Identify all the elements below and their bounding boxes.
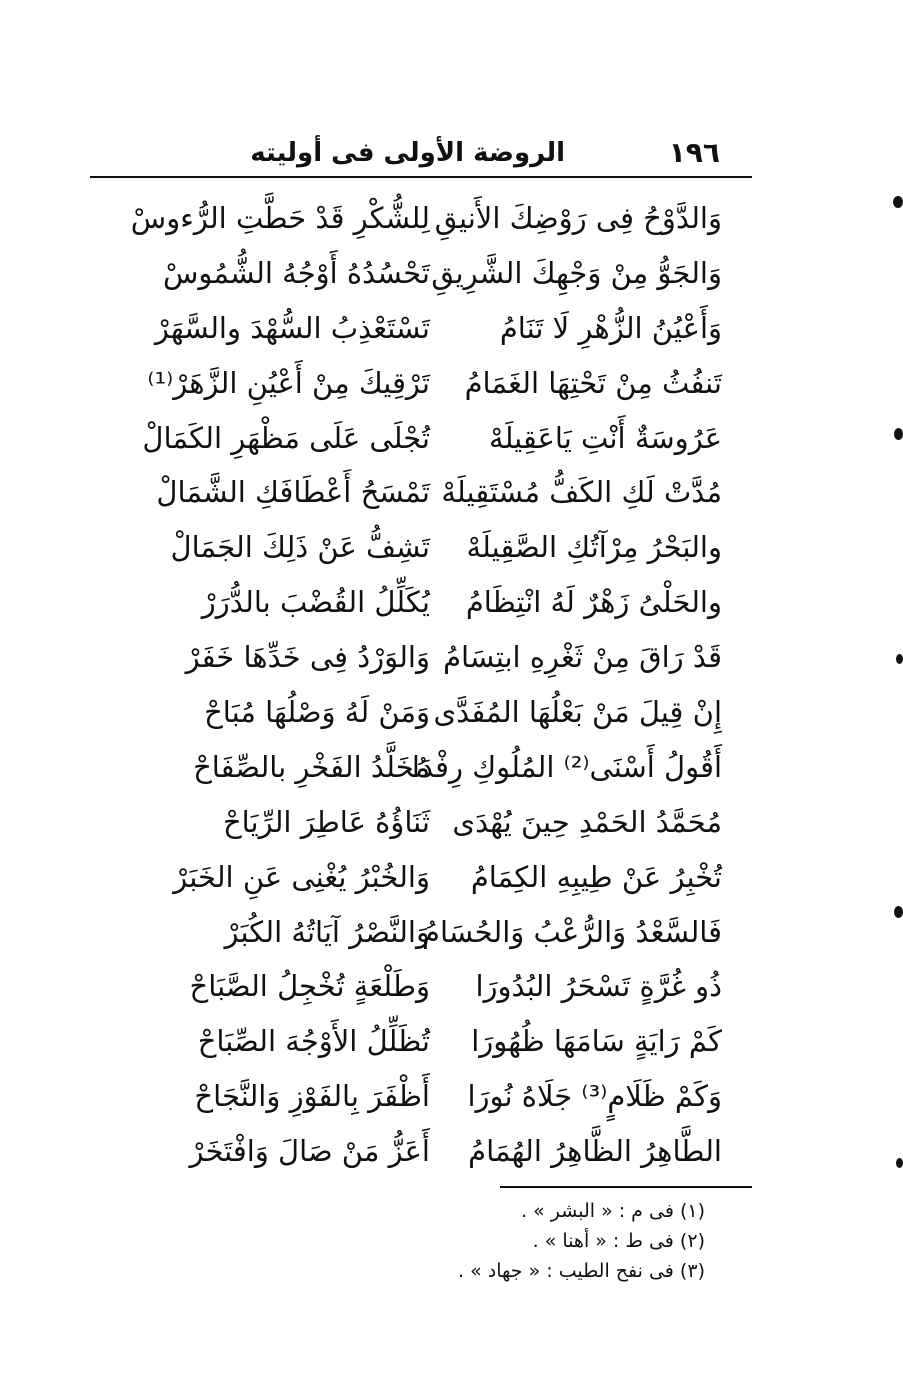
footnotes <box>400 1196 705 1286</box>
margin-mark <box>896 1158 903 1168</box>
verse-row <box>130 686 730 741</box>
verse-row <box>130 192 730 247</box>
verse-first-hemistich: كَمْ رَايَةٍ سَامَهَا ظُهُورَا <box>471 1024 722 1059</box>
verse-first-hemistich: تَنفُثُ مِنْ تَحْتِهَا الغَمَامُ <box>464 365 722 400</box>
footnote: (٣) فى نفح الطيب : « جهاد » . <box>458 1260 705 1282</box>
verse-row <box>130 412 730 467</box>
verse-first-hemistich: فَالسَّعْدُ وَالرُّعْبُ وَالحُسَامُ <box>421 914 722 949</box>
verse-second-hemistich: تَمْسَحُ أَعْطَافَكِ الشَّمَالْ <box>156 475 430 510</box>
verse-second-hemistich: وَطَلْعَةٍ تُخْجِلُ الصَّبَاحْ <box>189 969 430 1004</box>
margin-mark <box>896 654 903 664</box>
verse-second-hemistich: تُجْلَى عَلَى مَظْهَرِ الكَمَالْ <box>142 420 430 455</box>
verse-first-hemistich: أَقُولُ أَسْنَى⁽²⁾ المُلُوكِ رِفْدَا <box>411 749 722 784</box>
verse-first-hemistich: والبَحْرُ مِرْآتُكِ الصَّقِيلَهْ <box>466 530 722 565</box>
verse-row <box>130 1070 730 1125</box>
verse-second-hemistich: أَعَزُّ مَنْ صَالَ وَافْتَخَرْ <box>189 1134 430 1169</box>
verse-second-hemistich: تُظَلِّلُ الأَوْجُهَ الصِّبَاحْ <box>197 1024 430 1059</box>
verse-row <box>130 302 730 357</box>
verse-row <box>130 741 730 796</box>
verse-row <box>130 247 730 302</box>
verse-second-hemistich: تَسْتَعْذِبُ السُّهْدَ والسَّهَرْ <box>154 310 430 345</box>
verse-row <box>130 466 730 521</box>
verse-row <box>130 851 730 906</box>
verse-second-hemistich: تَشِفُّ عَنْ ذَلِكَ الجَمَالْ <box>170 530 430 565</box>
footnote: (٢) فى ط : « أهنا » . <box>532 1230 705 1252</box>
verse-second-hemistich: مُخَلَّدُ الفَخْرِ بالصِّفَاحْ <box>193 749 430 784</box>
page-number: ١٩٦ <box>668 136 720 169</box>
verse-first-hemistich: ذُو غُرَّةٍ تَسْحَرُ البُدُورَا <box>475 969 722 1004</box>
verse-second-hemistich: وَمَنْ لَهُ وَصْلُهَا مُبَاحْ <box>204 695 430 730</box>
verse-first-hemistich: مُدَّتْ لَكِ الكَفُّ مُسْتَقِيلَهْ <box>441 475 722 510</box>
verse-second-hemistich: أَظْفَرَ بِالفَوْزِ وَالنَّجَاحْ <box>194 1079 430 1114</box>
page-header <box>90 128 750 178</box>
verse-row <box>130 576 730 631</box>
verse-first-hemistich: وَكَمْ ظَلَامٍ⁽³⁾ جَلَاهُ نُورَا <box>467 1079 722 1114</box>
margin-mark <box>894 428 903 440</box>
margin-mark <box>894 906 903 918</box>
verse-row <box>130 1125 730 1180</box>
verse-first-hemistich: وَالجَوُّ مِنْ وَجْهِكَ الشَّرِيقِ <box>431 255 722 290</box>
verse-second-hemistich: يُكَلِّلُ القُضْبَ بالدُّرَرْ <box>201 585 430 620</box>
verse-first-hemistich: قَدْ رَاقَ مِنْ ثَغْرِهِ ابتِسَامُ <box>443 640 722 675</box>
verse-first-hemistich: تُخْبِرُ عَنْ طِيبِهِ الكِمَامُ <box>470 859 722 894</box>
verse-row <box>130 796 730 851</box>
verse-second-hemistich: تَحْسُدُهُ أَوْجُهُ الشُّمُوسْ <box>163 255 430 290</box>
footnote-rule <box>500 1186 752 1188</box>
verse-first-hemistich: الطَّاهِرُ الظَّاهِرُ الهُمَامُ <box>468 1134 722 1169</box>
verse-row <box>130 631 730 686</box>
verse-row <box>130 357 730 412</box>
verse-second-hemistich: وَالوَرْدُ فِى خَدِّهَا خَفَرْ <box>185 640 430 675</box>
verse-first-hemistich: مُحَمَّدُ الحَمْدِ حِينَ يُهْدَى <box>452 804 722 839</box>
footnote: (١) فى م : « البشر » . <box>521 1200 705 1222</box>
verse-row <box>130 906 730 961</box>
verse-row <box>130 521 730 576</box>
margin-mark <box>893 196 903 208</box>
verse-first-hemistich: عَرُوسَةٌ أَنْتِ يَاعَقِيلَهْ <box>489 420 722 455</box>
verse-row <box>130 1015 730 1070</box>
verse-first-hemistich: والحَلْىُ زَهْرٌ لَهُ انْتِظَامُ <box>465 585 722 620</box>
verse-second-hemistich: وَالنَّصْرُ آيَاتُهُ الكُبَرْ <box>224 914 430 949</box>
verse-first-hemistich: وَأَعْيُنُ الزُّهْرِ لَا تَنَامُ <box>499 310 722 345</box>
verse-second-hemistich: وَالخُبْرُ يُغْنِى عَنِ الخَبَرْ <box>173 859 430 894</box>
verse-second-hemistich: لِلشُّكْرِ قَدْ حَطَّتِ الرُّءوسْ <box>130 201 430 235</box>
verse-second-hemistich: ثَنَاؤُهُ عَاطِرَ الرِّيَاحْ <box>222 804 430 839</box>
poem-verses <box>130 192 730 1180</box>
header-rule <box>90 176 752 178</box>
running-title: الروضة الأولى فى أوليته <box>250 138 565 168</box>
verse-second-hemistich: تَرْقِيكَ مِنْ أَعْيُنِ الزَّهَرْ⁽¹⁾ <box>147 365 430 400</box>
verse-first-hemistich: وَالدَّوْحُ فِى رَوْضِكَ الأَنيقِ <box>434 201 722 235</box>
verse-first-hemistich: إِنْ قِيلَ مَنْ بَعْلُهَا المُفَدَّى <box>433 695 722 730</box>
verse-row <box>130 960 730 1015</box>
